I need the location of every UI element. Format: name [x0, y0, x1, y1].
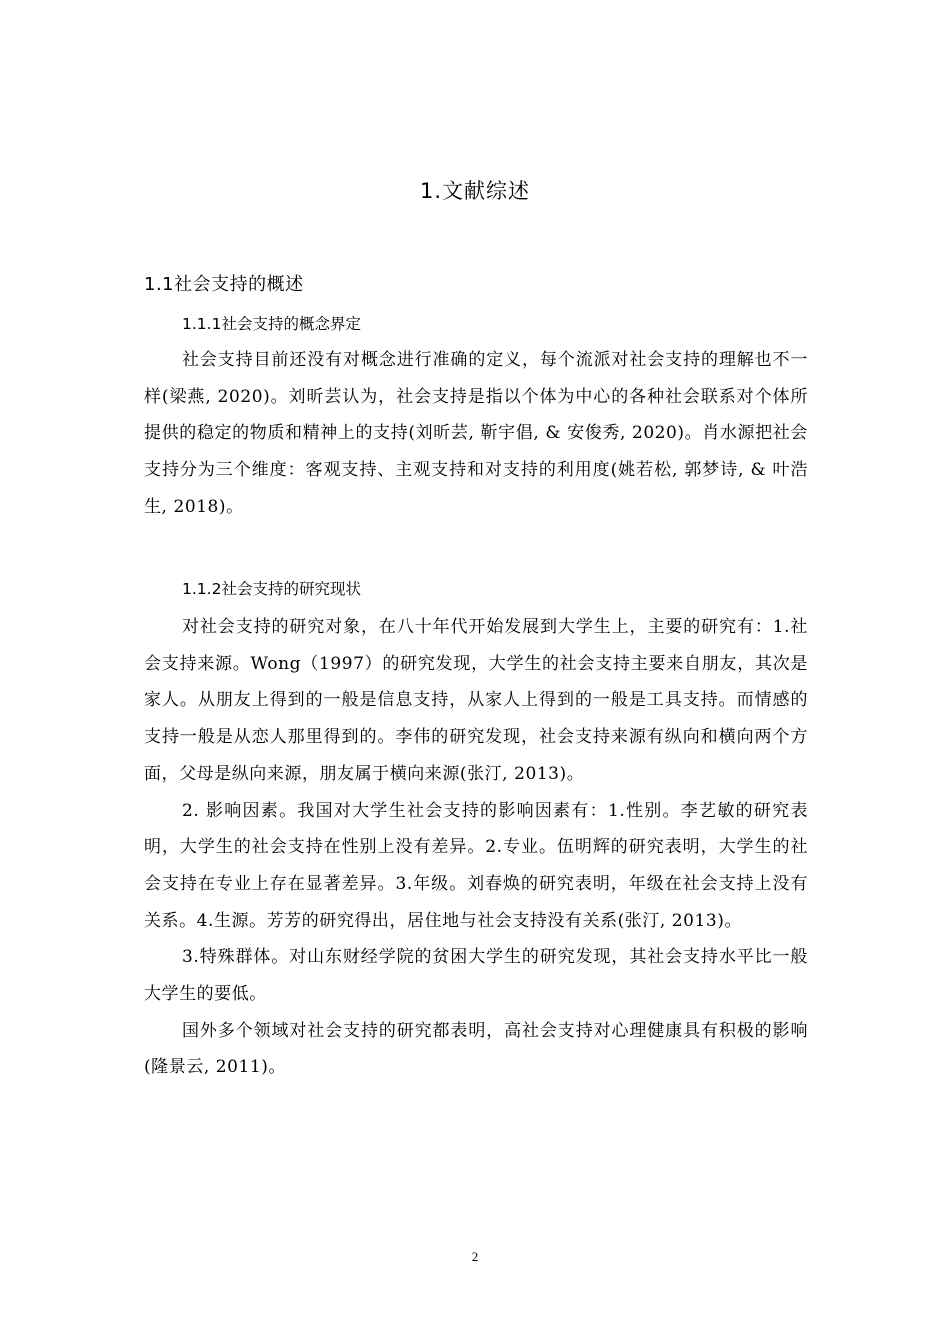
paragraph: 3.特殊群体。对山东财经学院的贫困大学生的研究发现，其社会支持水平比一般大学生的要低。 [144, 947, 808, 1005]
paragraph: 社会支持目前还没有对概念进行准确的定义，每个流派对社会支持的理解也不一样(梁燕, 2020)。刘昕芸认为，社会支持是指以个体为中心的各种社会联系对个体所提供的稳定的物质和精神上的支持(刘昕芸, 靳宇倡, & 安俊秀, 2020)。肖水源把社会支持分为三个维度：客观支持、主观支持和对支持的利用度(姚若松, 郭梦诗, & 叶浩生, 2018)。 [144, 350, 808, 517]
subsection-heading-concept: 1.1.1社会支持的概念界定 [182, 315, 361, 333]
page-number: 2 [471, 1249, 479, 1264]
section-heading: 1.1社会支持的概述 [144, 274, 304, 295]
research-status-body [144, 609, 808, 1086]
subsection-heading-research-status: 1.1.2社会支持的研究现状 [182, 580, 361, 598]
paragraph: 对社会支持的研究对象，在八十年代开始发展到大学生上，主要的研究有：1.社会支持来源。Wong（1997）的研究发现，大学生的社会支持主要来自朋友，其次是家人。从朋友上得到的一般是信息支持，从家人上得到的一般是工具支持。而情感的支持一般是从恋人那里得到的。李伟的研究发现，社会支持来源有纵向和横向两个方面，父母是纵向来源，朋友属于横向来源(张汀, 2013)。 [144, 617, 808, 784]
paragraph: 国外多个领域对社会支持的研究都表明，高社会支持对心理健康具有积极的影响(隆景云, 2011)。 [144, 1020, 808, 1078]
concept-body [144, 342, 808, 526]
chapter-title: 1.文献综述 [419, 179, 531, 203]
paragraph: 2. 影响因素。我国对大学生社会支持的影响因素有：1.性别。李艺敏的研究表明，大学生的社会支持在性别上没有差异。2.专业。伍明辉的研究表明，大学生的社会支持在专业上存在显著差异。3.年级。刘春焕的研究表明，年级在社会支持上没有关系。4.生源。芳芳的研究得出，居住地与社会支持没有关系(张汀, 2013)。 [144, 800, 808, 931]
